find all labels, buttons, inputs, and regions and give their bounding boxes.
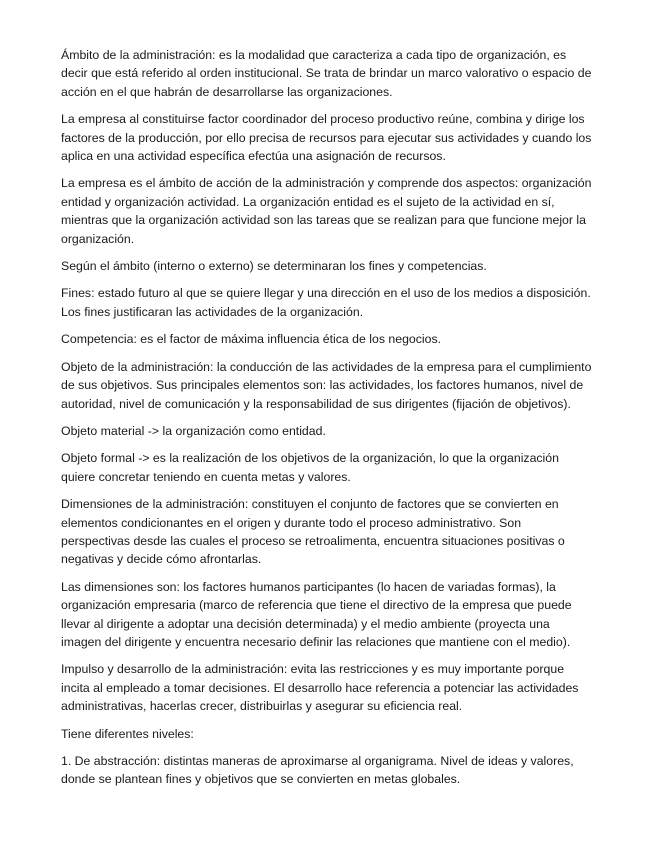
paragraph-dimensiones: Dimensiones de la administración: constituyen el conjunto de factores que se convierten en elementos condicionantes en el origen y durante todo el proceso administrativo. Son perspectivas desde las cuales el proceso se retroalimenta, encuentra situaciones positivas o negativas y decide cómo afrontarlas. (61, 497, 565, 567)
paragraph-empresa-coordinador: La empresa al constituirse factor coordinador del proceso productivo reúne, combina y dirige los factores de la producción, por ello precisa de recursos para ejecutar sus actividades y cuando los aplica en una actividad específica efectúa una asignación de recursos. (61, 112, 592, 164)
paragraph-impulso: Impulso y desarrollo de la administración: evita las restricciones y es muy importante porque incita al empleado a tomar decisiones. El desarrollo hace referencia a potenciar las actividades administrativas, hacerlas crecer, distribuirlas y asegurar su eficiencia real. (61, 662, 579, 714)
paragraph-dimensiones-son: Las dimensiones son: los factores humanos participantes (lo hacen de variadas formas), la organización empresaria (marco de referencia que tiene el directivo de la empresa que puede llevar al dirigente a adoptar una decisión determinada) y el medio ambiente (proyecta una imagen del dirigente y encuentra necesario definir las relaciones que mantiene con el medio). (61, 579, 572, 649)
paragraph-fines: Fines: estado futuro al que se quiere llegar y una dirección en el uso de los medios a disposición. Los fines justificaran las actividades de la organización. (61, 286, 591, 319)
paragraph-niveles: Tiene diferentes niveles: (61, 726, 194, 741)
paragraph-segun-ambito: Según el ámbito (interno o externo) se determinaran los fines y competencias. (61, 259, 487, 274)
paragraph-ambito: Ámbito de la administración: es la modalidad que caracteriza a cada tipo de organización, es decir que está referido al orden institucional. Se trata de brindar un marco valorativo o espacio de acción en el que habrán de desarrollarse las organizaciones. (61, 48, 592, 99)
paragraph-empresa-ambito: La empresa es el ámbito de acción de la administración y comprende dos aspectos: organización entidad y organización actividad. La organización entidad es el sujeto de la actividad en sí, mientras que la organización actividad son las tareas que se realizan para que funcione mejor la organización. (61, 176, 592, 246)
paragraph-competencia: Competencia: es el factor de máxima influencia ética de los negocios. (61, 332, 442, 347)
paragraph-objeto-formal: Objeto formal -> es la realización de los objetivos de la organización, lo que la organización quiere concretar teniendo en cuenta metas y valores. (61, 451, 559, 484)
document-page (61, 46, 593, 798)
paragraph-abstraccion: 1. De abstracción: distintas maneras de aproximarse al organigrama. Nivel de ideas y valores, donde se plantean fines y objetivos que se convierten en metas globales. (61, 754, 574, 787)
paragraph-objeto-material: Objeto material -> la organización como entidad. (61, 423, 326, 438)
paragraph-objeto-administracion: Objeto de la administración: la conducción de las actividades de la empresa para el cumplimiento de sus objetivos. Sus principales elementos son: las actividades, los factores humanos, nivel de autoridad, nivel de comunicación y la responsabilidad de sus dirigentes (fijación de objetivos). (61, 359, 592, 411)
